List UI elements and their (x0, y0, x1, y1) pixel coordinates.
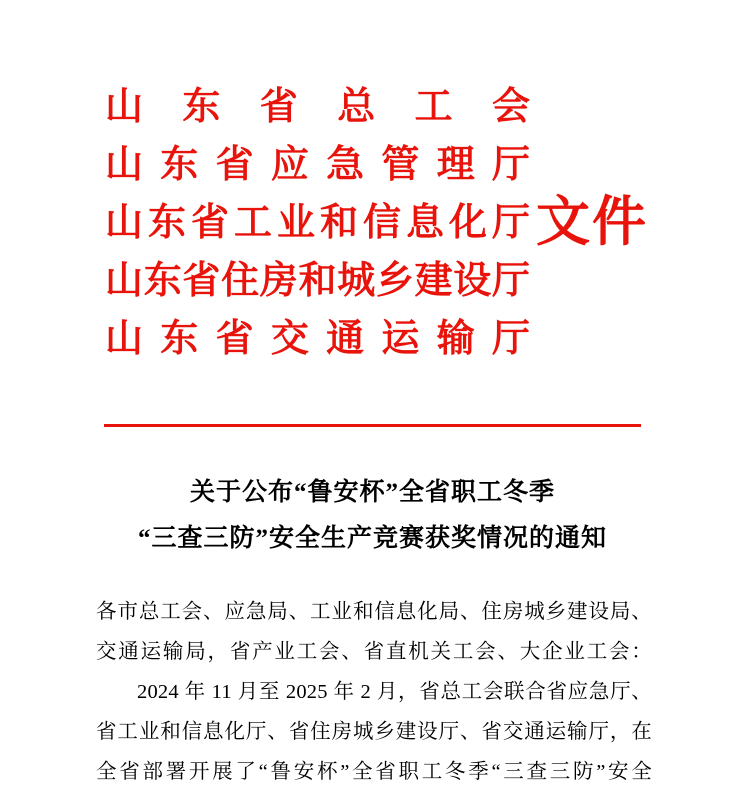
document-word-label: 文件 (536, 192, 648, 252)
body-line-1: 各市总工会、应急局、工业和信息化局、住房城乡建设局、 (96, 601, 652, 623)
issuer-line-5: 山东省交通运输厅 (105, 318, 530, 360)
body-line-4: 省工业和信息化厅、省住房城乡建设厅、省交通运输厅，在 (96, 721, 652, 743)
letterhead (0, 0, 745, 360)
issuer-line-3: 山东省工业和信息化厅 (105, 202, 530, 244)
page-title-line-2: “三查三防”安全生产竞赛获奖情况的通知 (137, 525, 607, 552)
issuer-line-2: 山东省应急管理厅 (105, 144, 530, 186)
issuing-agencies (105, 78, 530, 368)
body-line-5: 全省部署开展了“鲁安杯”全省职工冬季“三查三防”安全 (96, 761, 652, 783)
document-body (96, 592, 652, 792)
issuer-line-4: 山东省住房和城乡建设厅 (105, 260, 530, 302)
page-title-line-1: 关于公布“鲁安杯”全省职工冬季 (189, 479, 555, 506)
issuer-line-1: 山 东 省 总 工 会 (105, 86, 530, 128)
body-line-2: 交通运输局，省产业工会、省直机关工会、大企业工会： (96, 641, 652, 663)
body-line-3: 2024 年 11 月至 2025 年 2 月，省总工会联合省应急厅、 (137, 681, 652, 703)
red-separator-rule (104, 424, 641, 427)
page-title (0, 470, 745, 562)
